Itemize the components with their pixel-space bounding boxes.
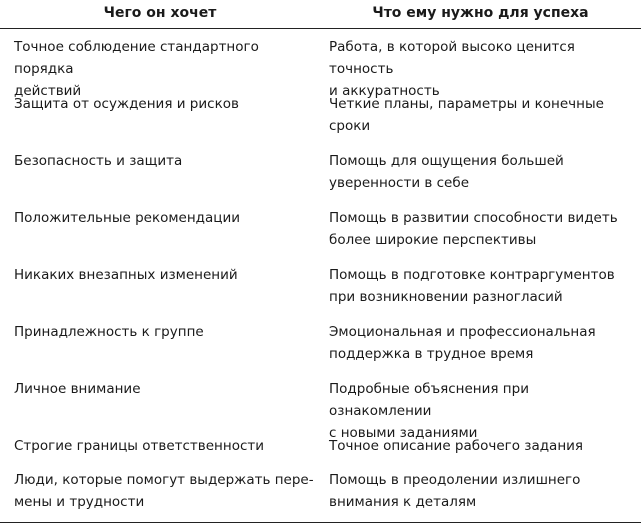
need-cell: Помощь в подготовке контраргументов при возникновении разногласий <box>329 267 615 305</box>
table-row <box>0 150 641 198</box>
need-cell: Помощь в развитии способности видеть более широкие перспективы <box>329 210 618 248</box>
need-cell: Помощь в преодолении излишнего внимания к деталям <box>329 472 581 510</box>
need-cell: Подробные объяснения при ознакомлении с новыми заданиями <box>329 381 529 441</box>
want-cell: Никаких внезапных изменений <box>14 267 238 283</box>
table-header <box>0 0 641 28</box>
need-cell: Точное описание рабочего задания <box>329 438 584 454</box>
want-cell: Принадлежность к группе <box>14 324 204 340</box>
want-cell: Личное внимание <box>14 381 141 397</box>
need-cell: Эмоциональная и профессиональная поддержка в трудное время <box>329 324 596 362</box>
want-cell: Строгие границы ответственности <box>14 438 265 454</box>
table-row <box>0 469 641 517</box>
header-divider <box>0 28 641 29</box>
need-cell: Четкие планы, параметры и конечные сроки <box>329 96 604 134</box>
table-row <box>0 93 641 141</box>
table-row <box>0 378 641 441</box>
table-row <box>0 36 641 99</box>
need-cell: Помощь для ощущения большей уверенности в себе <box>329 153 564 191</box>
want-cell: Положительные рекомендации <box>14 210 241 226</box>
header-what-he-wants: Чего он хочет <box>103 5 217 21</box>
table-bottom-rule <box>0 522 641 523</box>
header-what-he-needs: Что ему нужно для успеха <box>372 5 589 21</box>
want-cell: Безопасность и защита <box>14 153 183 169</box>
want-cell: Точное соблюдение стандартного порядка действий <box>14 39 259 99</box>
table-row <box>0 321 641 369</box>
want-cell: Защита от осуждения и рисков <box>14 96 239 112</box>
need-cell: Работа, в которой высоко ценится точность и аккуратность <box>329 39 575 99</box>
table-row <box>0 264 641 312</box>
table-row <box>0 207 641 255</box>
want-cell: Люди, которые помогут выдержать пере- мены и трудности <box>14 472 314 510</box>
